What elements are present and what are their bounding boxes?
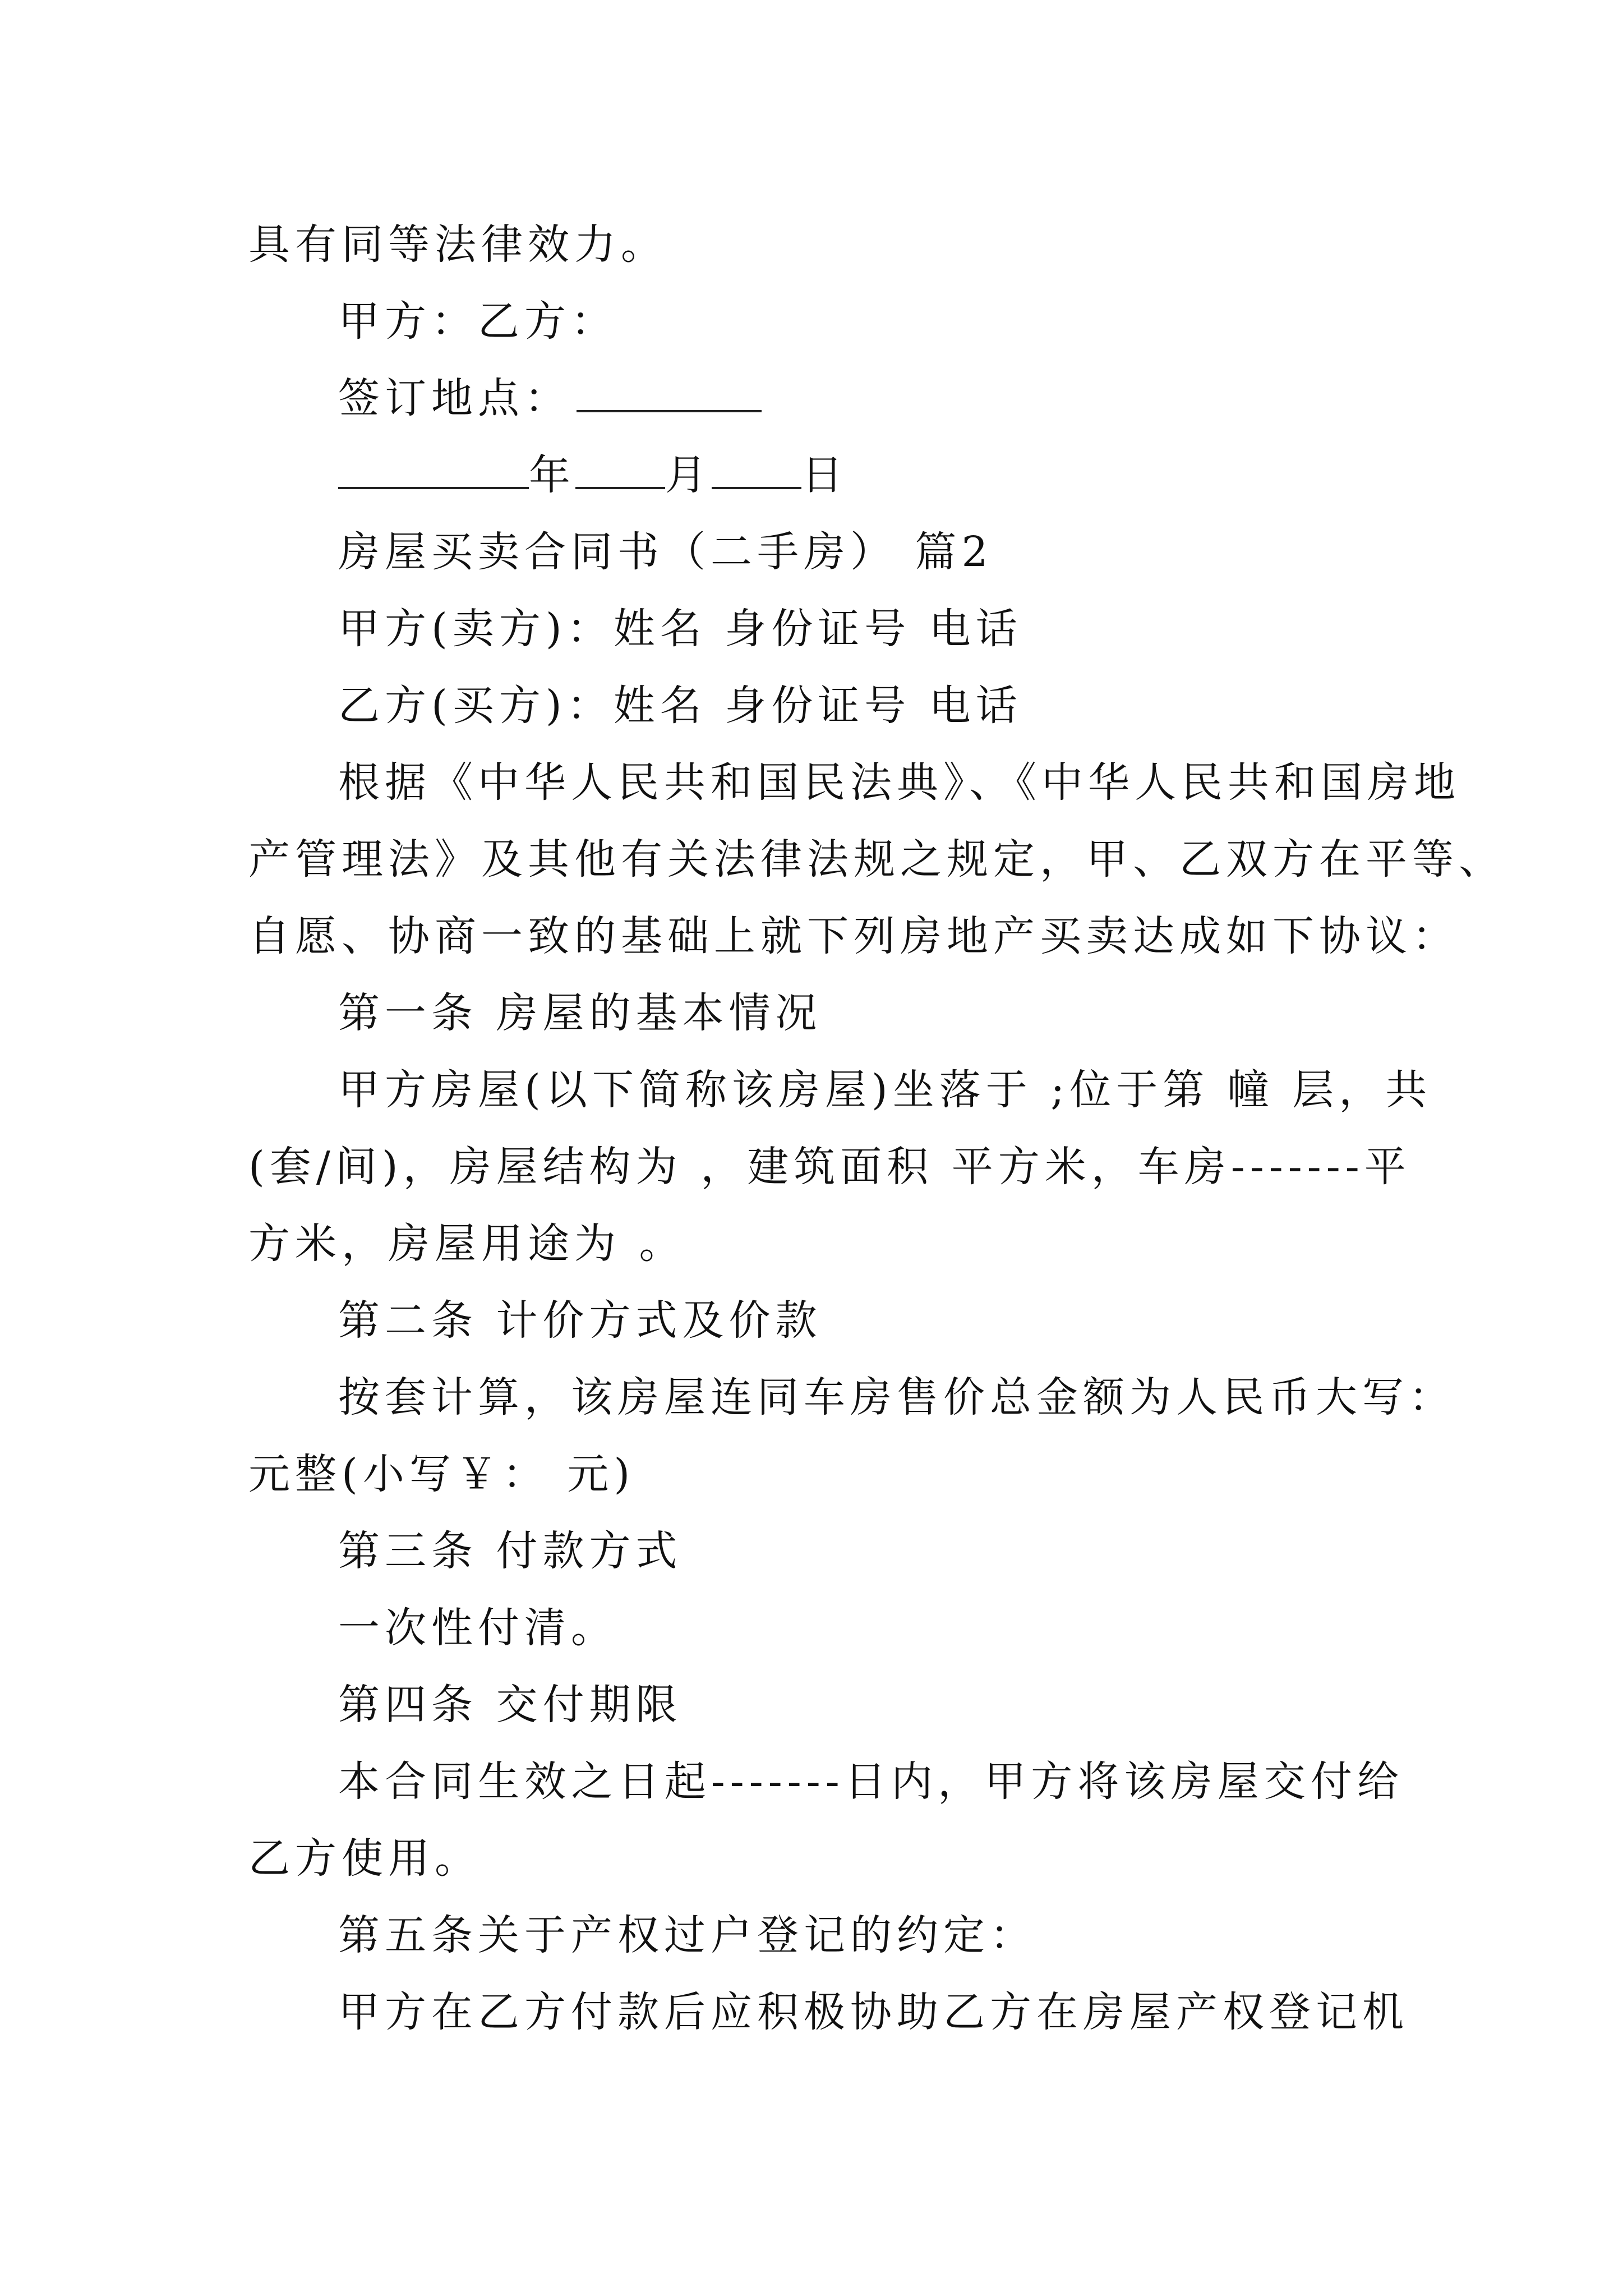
signing-place-line: [248, 360, 1404, 437]
year-label: 年: [529, 451, 575, 499]
paragraph-line: 具有同等法律效力。: [248, 220, 667, 269]
party-signature-line: 甲方：乙方：: [338, 297, 617, 346]
paragraph-line: 自愿、协商一致的基础上就下列房地产买卖达成如下协议：: [248, 912, 1459, 960]
paragraph-line: 乙方使用。: [248, 1834, 481, 1883]
signing-place-label: 签订地点：: [338, 374, 571, 422]
article-heading: 第四条 交付期限: [338, 1681, 683, 1729]
paragraph-line: 一次性付清。: [338, 1604, 617, 1652]
paragraph-line: 产管理法》及其他有关法律法规之规定，甲、乙双方在平等、: [248, 835, 1505, 884]
article-heading: 第一条 房屋的基本情况: [338, 989, 822, 1037]
day-label: 日: [801, 451, 848, 499]
article-heading: 第三条 付款方式: [338, 1527, 683, 1575]
month-label: 月: [665, 451, 712, 499]
paragraph-line: 元整(小写￥： 元): [248, 1450, 635, 1498]
paragraph-line: 方米，房屋用途为 。: [248, 1220, 686, 1268]
year-blank: [338, 452, 529, 489]
article-heading: 第二条 计价方式及价款: [338, 1296, 822, 1345]
paragraph-line: 根据《中华人民共和国民法典》、《中华人民共和国房地: [338, 758, 1460, 807]
signing-place-blank: [577, 375, 762, 412]
date-line: [248, 437, 1404, 514]
paragraph-line: 按套计算，该房屋连同车房售价总金额为人民币大写：: [338, 1373, 1455, 1421]
day-blank: [712, 452, 801, 489]
contract-text: [248, 206, 1505, 2051]
paragraph-line: 甲方在乙方付款后应积极协助乙方在房屋产权登记机: [338, 1988, 1409, 2036]
paragraph-line: (套/间)，房屋结构为 ，建筑面积 平方米，车房-------平: [248, 1143, 1411, 1191]
month-blank: [575, 452, 665, 489]
section-title: 房屋买卖合同书（二手房） 篇2: [338, 528, 993, 576]
buyer-line: 乙方(买方)：姓名 身份证号 电话: [338, 682, 1022, 730]
seller-line: 甲方(卖方)：姓名 身份证号 电话: [338, 605, 1022, 653]
paragraph-line: 甲方房屋(以下简称该房屋)坐落于 ;位于第 幢 层，共: [338, 1066, 1432, 1114]
paragraph-line: 本合同生效之日起-------日内，甲方将该房屋交付给: [338, 1757, 1404, 1806]
article-heading: 第五条关于产权过户登记的约定：: [338, 1911, 1036, 1959]
